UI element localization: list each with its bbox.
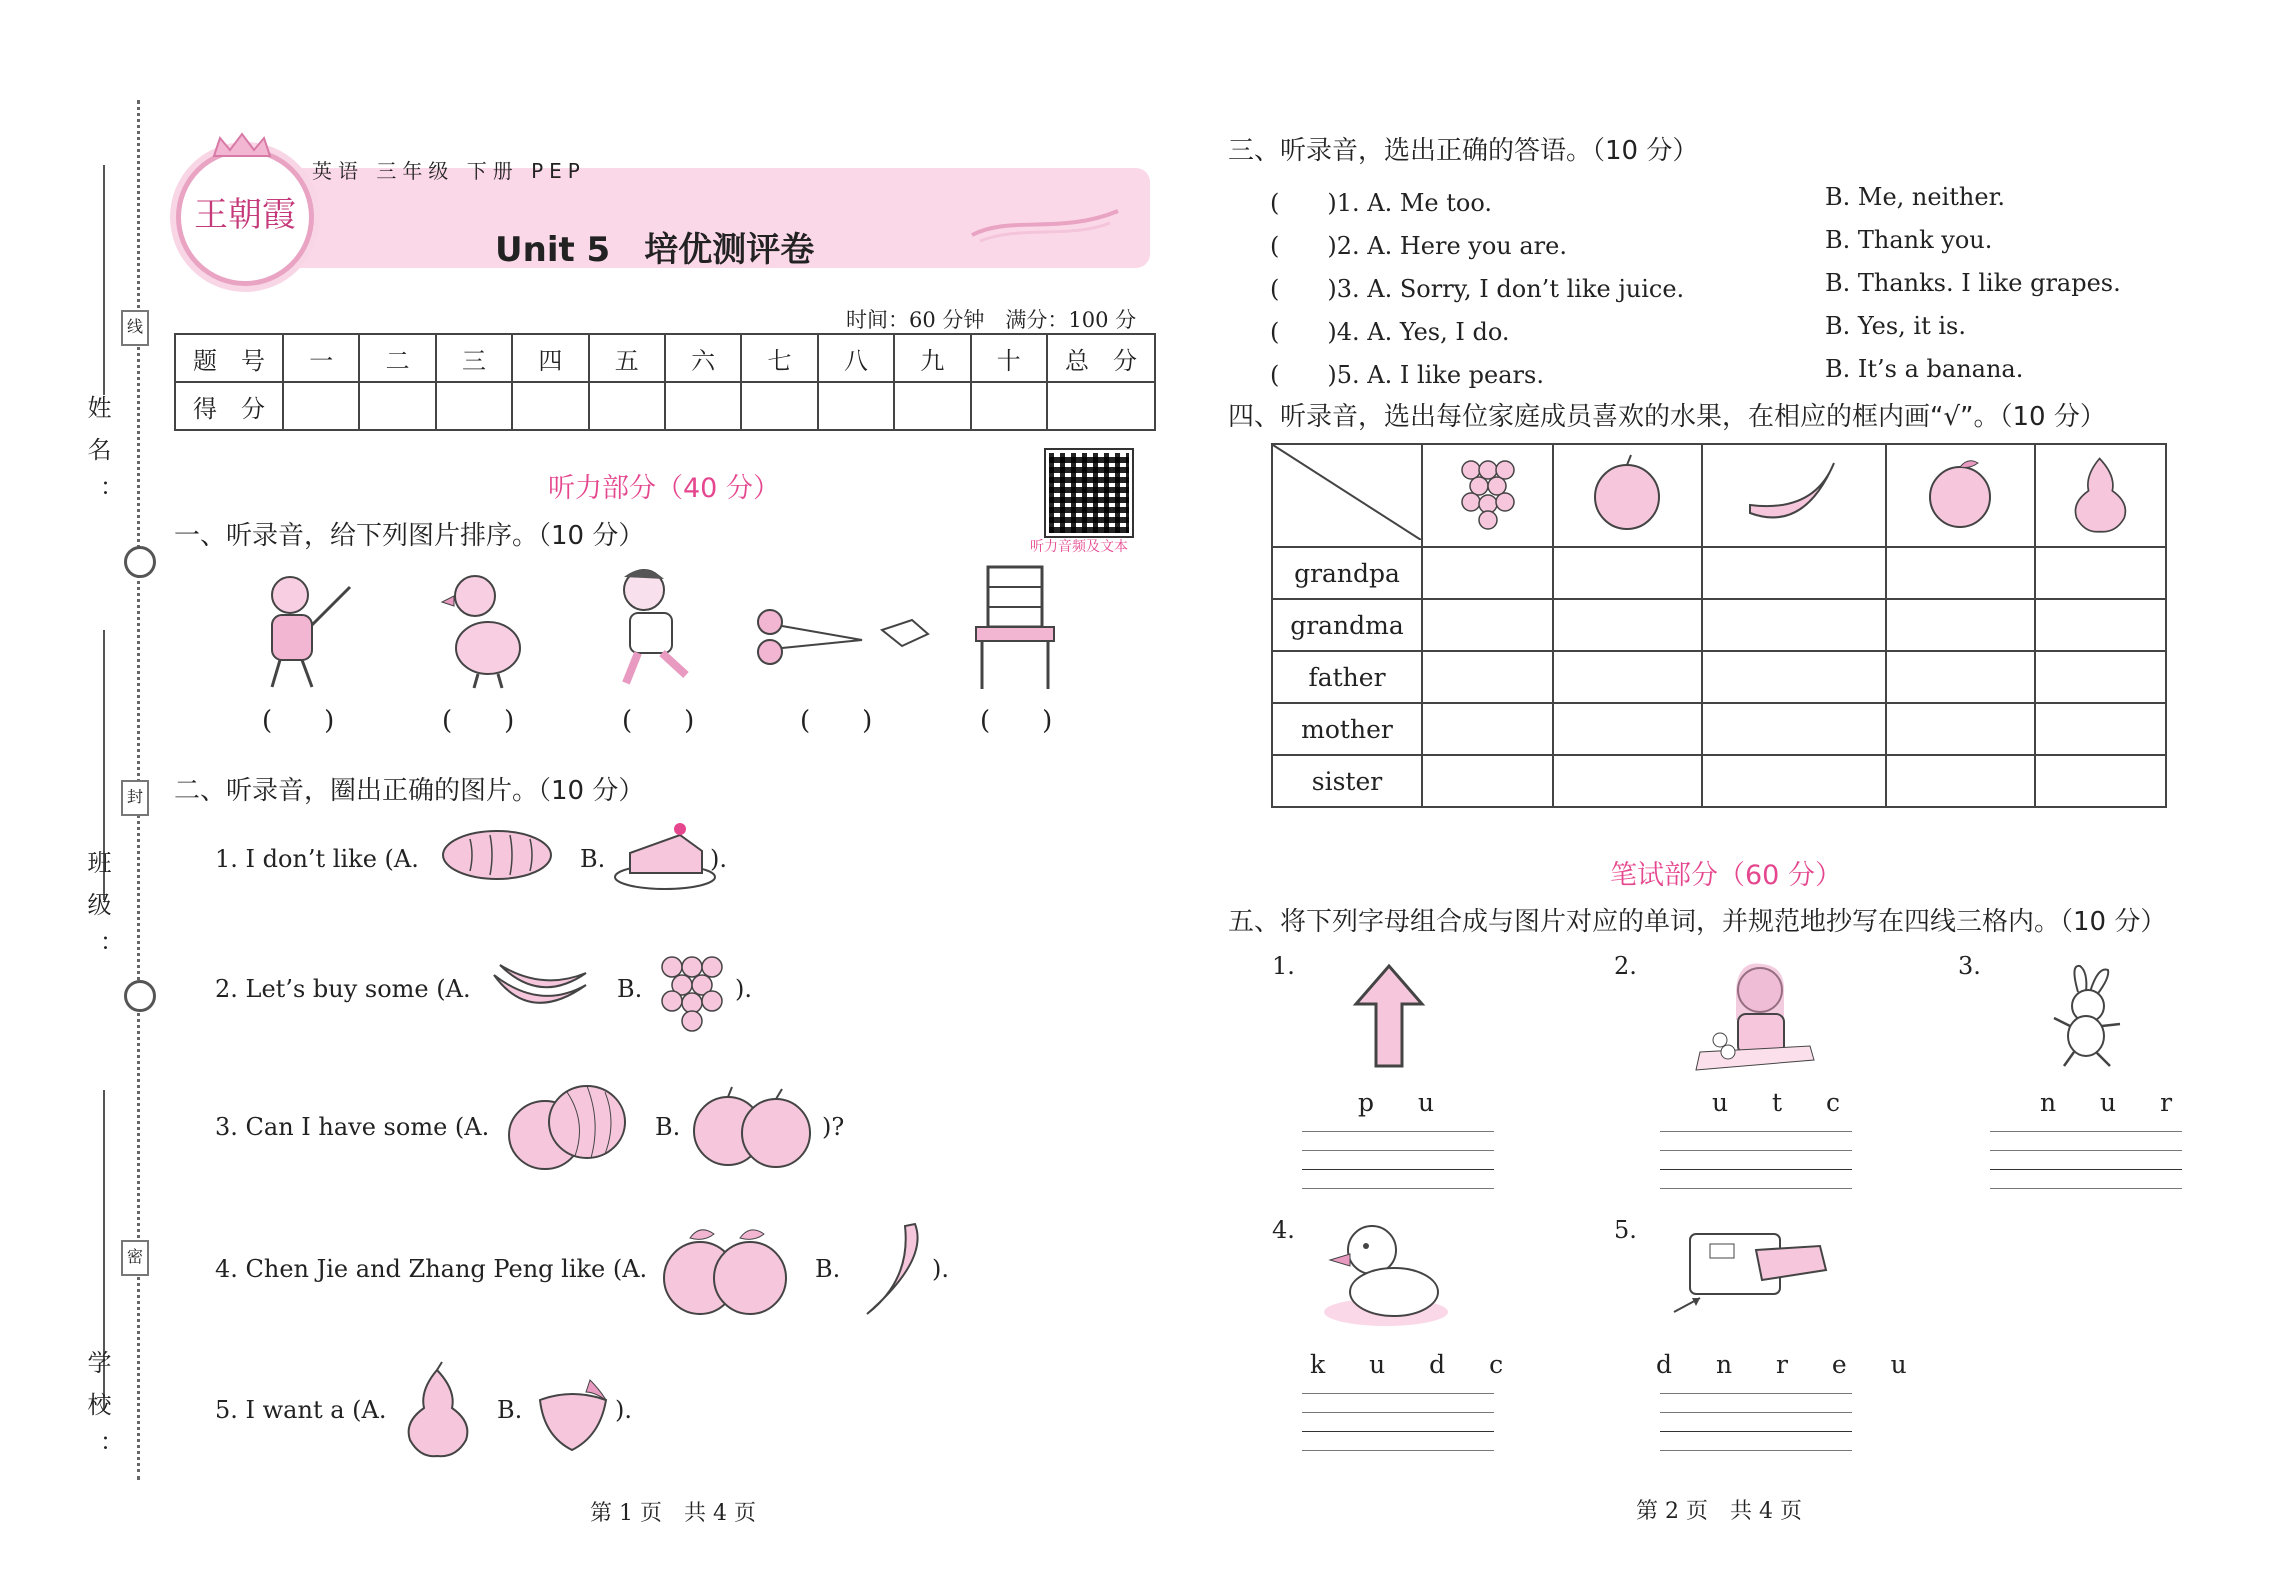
grid-line (1302, 1150, 1494, 1151)
grid-line (1990, 1188, 2182, 1189)
member-label: grandma (1272, 599, 1422, 651)
score-value-row (175, 382, 1155, 430)
s3-option-b: B. Yes, it is. (1825, 312, 1966, 340)
answer-blank[interactable]: ( ) (622, 706, 695, 736)
clown-icon (250, 565, 360, 695)
check-cell[interactable] (1422, 755, 1553, 807)
orange-icon (1920, 453, 2000, 533)
duckling-icon (440, 568, 530, 693)
score-input[interactable] (971, 382, 1047, 430)
grade: 三年级 (376, 159, 455, 183)
check-cell[interactable] (2035, 703, 2166, 755)
term: 下册 (466, 159, 519, 183)
s3-option-b: B. Me, neither. (1825, 183, 2006, 211)
edition: PEP (531, 159, 586, 183)
seal-seal-box: 封 (121, 780, 149, 816)
score-cell: 四 (512, 334, 588, 382)
school-label: 学校： (83, 1350, 111, 1476)
s3-option-a[interactable]: ( )1. A. Me too. (1270, 189, 1492, 217)
name-write-line (103, 165, 105, 395)
score-input[interactable] (894, 382, 970, 430)
fruit-header-cell (2035, 444, 2166, 547)
peaches-icon[interactable] (660, 1220, 790, 1320)
page-title: Unit 5 培优测评卷 (495, 230, 815, 270)
time-info: 时间：60 分钟 满分：100 分 (846, 308, 1137, 332)
fruit-header-cell (1702, 444, 1886, 547)
s5-num: 2. (1614, 952, 1637, 980)
s3-option-a[interactable]: ( )2. A. Here you are. (1270, 232, 1567, 260)
s2-option-b: B. (497, 1396, 523, 1424)
check-cell[interactable] (1422, 599, 1553, 651)
score-cell: 十 (971, 334, 1047, 382)
class-label: 班级： (83, 850, 111, 976)
boy-running-icon (604, 565, 714, 695)
s2-end: ). (932, 1255, 949, 1283)
grid-line (1302, 1412, 1494, 1413)
s2-option-b: B. (655, 1113, 681, 1141)
s5-num: 4. (1272, 1216, 1295, 1244)
grid-line (1660, 1393, 1852, 1394)
score-cell: 九 (894, 334, 970, 382)
strawberry-icon[interactable] (530, 1370, 615, 1455)
section-5-title: 五、将下列字母组合成与图片对应的单词，并规范地抄写在四线三格内。（10 分） (1228, 907, 2167, 937)
grid-line (1990, 1131, 2182, 1132)
writing-heading: 笔试部分（60 分） (1610, 860, 1842, 891)
check-cell[interactable] (2035, 755, 2166, 807)
grid-line (1660, 1431, 1852, 1432)
s3-option-b: B. It’s a banana. (1825, 355, 2024, 383)
fruit-header-cell (1553, 444, 1702, 547)
s2-end: ). (710, 845, 727, 873)
s2-item-text: 4. Chen Jie and Zhang Peng like (A. (215, 1255, 648, 1283)
duck-icon (1320, 1220, 1450, 1330)
section-2-title: 二、听录音，圈出正确的图片。（10 分） (174, 776, 645, 806)
score-input[interactable] (741, 382, 817, 430)
check-cell[interactable] (1422, 547, 1553, 599)
grid-line (1302, 1393, 1494, 1394)
member-label: grandpa (1272, 547, 1422, 599)
fruit-header-row (1272, 444, 2166, 547)
banana-icon (1744, 453, 1844, 533)
score-input[interactable] (283, 382, 359, 430)
chair-icon (970, 563, 1060, 693)
fruit-row (1272, 651, 2166, 703)
diagonal-line (1273, 445, 1421, 540)
grid-line (1660, 1412, 1852, 1413)
fruit-row (1272, 703, 2166, 755)
check-cell[interactable] (1553, 755, 1702, 807)
decor-swirl-icon (970, 205, 1120, 245)
scrambled-letters: n u r (2040, 1088, 2191, 1117)
check-cell[interactable] (1553, 547, 1702, 599)
score-cell: 七 (741, 334, 817, 382)
check-cell[interactable] (1886, 599, 2035, 651)
check-cell[interactable] (2035, 599, 2166, 651)
score-cell: 总 分 (1047, 334, 1155, 382)
answer-blank[interactable]: ( ) (980, 706, 1053, 736)
bread-icon[interactable] (440, 825, 555, 885)
pear-icon (2065, 450, 2135, 535)
grapes-icon (1453, 450, 1523, 535)
s2-option-b: B. (815, 1255, 841, 1283)
watermelons-icon[interactable] (505, 1080, 630, 1175)
scrambled-letters: d n r e u (1656, 1350, 1925, 1379)
score-table (174, 333, 1156, 431)
score-input[interactable] (665, 382, 741, 430)
member-label: father (1272, 651, 1422, 703)
bananas-icon[interactable] (490, 955, 590, 1025)
grapes-icon[interactable] (652, 945, 732, 1035)
score-input[interactable] (512, 382, 588, 430)
scrambled-letters: p u (1358, 1088, 1453, 1117)
s3-option-b: B. Thanks. I like grapes. (1825, 269, 2121, 297)
pear-icon[interactable] (400, 1360, 475, 1460)
s5-num: 5. (1614, 1216, 1637, 1244)
sharpener-icon (1670, 1220, 1830, 1320)
answer-blank[interactable]: ( ) (442, 706, 515, 736)
section-1-title: 一、听录音，给下列图片排序。（10 分） (174, 521, 645, 551)
s2-item-text: 3. Can I have some (A. (215, 1113, 490, 1141)
scrambled-letters: u t c (1712, 1088, 1859, 1117)
qr-code[interactable] (1046, 450, 1132, 536)
check-cell[interactable] (1553, 599, 1702, 651)
apples-icon[interactable] (690, 1085, 815, 1170)
s2-item-text: 1. I don’t like (A. (215, 845, 419, 873)
s2-end: ). (615, 1396, 632, 1424)
fruit-row (1272, 599, 2166, 651)
check-cell[interactable] (1553, 651, 1702, 703)
score-cell: 五 (589, 334, 665, 382)
apple-icon (1587, 453, 1667, 533)
page-number-1: 第 1 页 共 4 页 (590, 1501, 756, 1526)
member-label: sister (1272, 755, 1422, 807)
name-label: 姓名： (83, 395, 111, 521)
s3-option-b: B. Thank you. (1825, 226, 1993, 254)
grid-line (1302, 1431, 1494, 1432)
brand-logo (176, 148, 314, 286)
fruit-row (1272, 755, 2166, 807)
score-header-row (175, 334, 1155, 382)
s2-option-b: B. (617, 975, 643, 1003)
subject: 英语 (312, 159, 364, 183)
check-cell[interactable] (1702, 651, 1886, 703)
score-cell: 二 (359, 334, 435, 382)
fruit-row (1272, 547, 2166, 599)
score-input[interactable] (818, 382, 894, 430)
s3-option-a[interactable]: ( )4. A. Yes, I do. (1270, 318, 1510, 346)
course-meta (312, 155, 586, 184)
check-cell[interactable] (1886, 651, 2035, 703)
grid-line (1990, 1169, 2182, 1170)
up-arrow-icon (1352, 962, 1426, 1070)
s2-end: )? (822, 1113, 845, 1141)
grid-line (1660, 1131, 1852, 1132)
diagonal-cell (1272, 444, 1422, 547)
s2-option-b: B. (580, 845, 606, 873)
check-cell[interactable] (2035, 651, 2166, 703)
check-cell[interactable] (2035, 547, 2166, 599)
s3-option-a[interactable]: ( )3. A. Sorry, I don’t like juice. (1270, 275, 1685, 303)
s2-item-text: 5. I want a (A. (215, 1396, 387, 1424)
s5-num: 1. (1272, 952, 1295, 980)
check-cell[interactable] (1422, 703, 1553, 755)
crown-icon (212, 132, 272, 158)
grid-line (1302, 1169, 1494, 1170)
scrambled-letters: k u d c (1310, 1350, 1522, 1379)
score-input[interactable] (436, 382, 512, 430)
qr-caption: 听力音频及文本 (1030, 539, 1128, 555)
grid-line (1660, 1169, 1852, 1170)
score-cell: 一 (283, 334, 359, 382)
logo-text: 王朝霞 (194, 195, 296, 235)
score-cell: 题 号 (175, 334, 283, 382)
score-input[interactable] (359, 382, 435, 430)
fruit-header-cell (1886, 444, 2035, 547)
listening-heading: 听力部分（40 分） (548, 473, 780, 504)
grid-line (1660, 1450, 1852, 1451)
section-3-title: 三、听录音，选出正确的答语。（10 分） (1228, 136, 1699, 166)
check-cell[interactable] (1422, 651, 1553, 703)
s3-option-a[interactable]: ( )5. A. I like pears. (1270, 361, 1544, 389)
check-cell[interactable] (1702, 755, 1886, 807)
fruit-table (1271, 443, 2167, 808)
score-cell: 八 (818, 334, 894, 382)
score-input[interactable] (1047, 382, 1155, 430)
member-label: mother (1272, 703, 1422, 755)
seal-line-box: 线 (121, 310, 149, 346)
score-label: 得 分 (175, 382, 283, 430)
check-cell[interactable] (1702, 703, 1886, 755)
grid-line (1660, 1188, 1852, 1189)
grid-line (1660, 1150, 1852, 1151)
check-cell[interactable] (1702, 547, 1886, 599)
score-cell: 三 (436, 334, 512, 382)
grid-line (1990, 1150, 2182, 1151)
scissors-icon (752, 600, 932, 670)
s5-num: 3. (1958, 952, 1981, 980)
check-cell[interactable] (1886, 755, 2035, 807)
check-cell[interactable] (1886, 547, 2035, 599)
answer-blank[interactable]: ( ) (262, 706, 335, 736)
girl-cutting-icon (1690, 960, 1820, 1075)
score-input[interactable] (589, 382, 665, 430)
grid-line (1302, 1450, 1494, 1451)
check-cell[interactable] (1553, 703, 1702, 755)
grid-line (1302, 1188, 1494, 1189)
score-cell: 六 (665, 334, 741, 382)
seal-secret-box: 密 (121, 1240, 149, 1276)
cake-icon[interactable] (610, 815, 720, 895)
check-cell[interactable] (1702, 599, 1886, 651)
s2-end: ). (735, 975, 752, 1003)
section-4-title: 四、听录音，选出每位家庭成员喜欢的水果，在相应的框内画“√”。（10 分） (1228, 402, 2106, 432)
s2-item-text: 2. Let’s buy some (A. (215, 975, 471, 1003)
rabbit-running-icon (2040, 962, 2130, 1072)
banana-icon[interactable] (855, 1220, 935, 1320)
page-number-2: 第 2 页 共 4 页 (1636, 1499, 1802, 1524)
binding-hole-icon (124, 980, 156, 1012)
binding-hole-icon (124, 546, 156, 578)
answer-blank[interactable]: ( ) (800, 706, 873, 736)
check-cell[interactable] (1886, 703, 2035, 755)
grid-line (1302, 1131, 1494, 1132)
fruit-header-cell (1422, 444, 1553, 547)
